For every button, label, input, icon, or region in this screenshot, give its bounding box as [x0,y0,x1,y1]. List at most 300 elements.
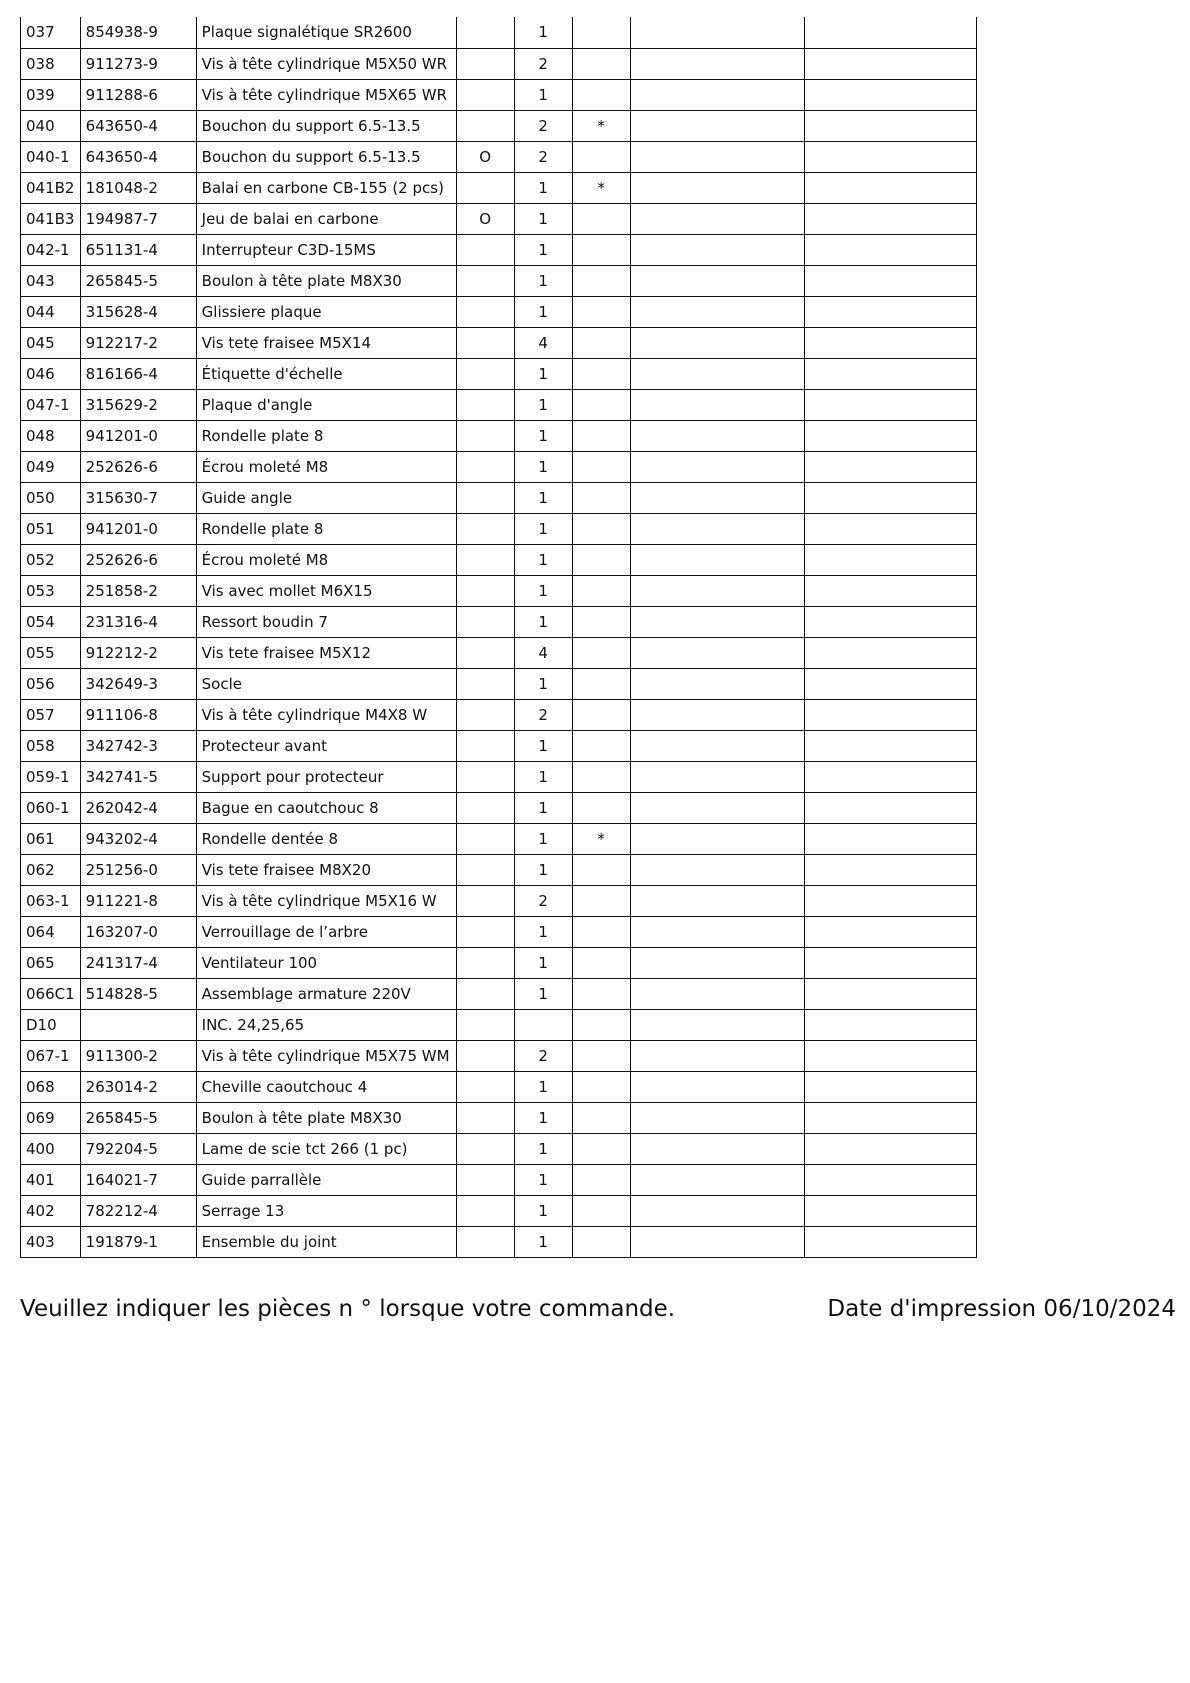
option-cell [456,420,514,451]
part-number-cell: 231316-4 [80,606,196,637]
note-cell [572,141,630,172]
description-cell: Vis à tête cylindrique M5X65 WR [196,79,456,110]
empty-cell [804,978,976,1009]
table-row [21,17,977,48]
table-row [21,792,977,823]
table-row [21,1164,977,1195]
parts-table [20,17,977,1258]
option-cell [456,389,514,420]
part-number-cell: 263014-2 [80,1071,196,1102]
description-cell: Boulon à tête plate M8X30 [196,1102,456,1133]
empty-cell [630,172,804,203]
empty-cell [804,1071,976,1102]
part-number-cell: 941201-0 [80,513,196,544]
empty-cell [630,575,804,606]
empty-cell [630,79,804,110]
empty-cell [804,79,976,110]
table-row [21,296,977,327]
note-cell [572,1040,630,1071]
empty-cell [804,792,976,823]
note-cell [572,544,630,575]
empty-cell [804,637,976,668]
empty-cell [804,296,976,327]
empty-cell [630,823,804,854]
note-cell [572,1071,630,1102]
quantity-cell: 2 [514,48,572,79]
description-cell: Vis tete fraisee M8X20 [196,854,456,885]
option-cell [456,1195,514,1226]
note-cell [572,17,630,48]
quantity-cell: 1 [514,172,572,203]
option-cell [456,327,514,358]
note-cell [572,451,630,482]
description-cell: Balai en carbone CB-155 (2 pcs) [196,172,456,203]
note-cell [572,1102,630,1133]
description-cell: Bouchon du support 6.5-13.5 [196,141,456,172]
item-number-cell: D10 [21,1009,81,1040]
option-cell [456,513,514,544]
quantity-cell: 1 [514,296,572,327]
item-number-cell: 041B3 [21,203,81,234]
note-cell [572,575,630,606]
quantity-cell: 1 [514,265,572,296]
part-number-cell: 251858-2 [80,575,196,606]
item-number-cell: 400 [21,1133,81,1164]
table-row [21,234,977,265]
note-cell [572,420,630,451]
option-cell [456,358,514,389]
item-number-cell: 067-1 [21,1040,81,1071]
part-number-cell: 164021-7 [80,1164,196,1195]
part-number-cell: 911273-9 [80,48,196,79]
description-cell: Vis à tête cylindrique M5X75 WM [196,1040,456,1071]
note-cell [572,947,630,978]
table-row [21,761,977,792]
table-row [21,327,977,358]
part-number-cell: 514828-5 [80,978,196,1009]
item-number-cell: 402 [21,1195,81,1226]
description-cell: Vis à tête cylindrique M5X16 W [196,885,456,916]
description-cell: Ensemble du joint [196,1226,456,1257]
option-cell [456,885,514,916]
table-row [21,823,977,854]
note-cell [572,606,630,637]
table-row [21,141,977,172]
empty-cell [630,48,804,79]
item-number-cell: 043 [21,265,81,296]
empty-cell [804,48,976,79]
empty-cell [630,234,804,265]
table-row [21,420,977,451]
quantity-cell: 1 [514,947,572,978]
note-cell [572,296,630,327]
description-cell: Écrou moleté M8 [196,451,456,482]
description-cell: Assemblage armature 220V [196,978,456,1009]
option-cell [456,48,514,79]
quantity-cell [514,1009,572,1040]
part-number-cell: 251256-0 [80,854,196,885]
table-row [21,947,977,978]
note-cell [572,1226,630,1257]
description-cell: Bague en caoutchouc 8 [196,792,456,823]
description-cell: Lame de scie tct 266 (1 pc) [196,1133,456,1164]
item-number-cell: 045 [21,327,81,358]
note-cell [572,1009,630,1040]
empty-cell [804,203,976,234]
part-number-cell: 911300-2 [80,1040,196,1071]
part-number-cell: 315628-4 [80,296,196,327]
item-number-cell: 065 [21,947,81,978]
quantity-cell: 2 [514,885,572,916]
option-cell [456,761,514,792]
note-cell [572,637,630,668]
empty-cell [804,854,976,885]
empty-cell [630,1133,804,1164]
item-number-cell: 060-1 [21,792,81,823]
quantity-cell: 2 [514,110,572,141]
description-cell: Jeu de balai en carbone [196,203,456,234]
part-number-cell: 163207-0 [80,916,196,947]
empty-cell [630,482,804,513]
description-cell: Écrou moleté M8 [196,544,456,575]
quantity-cell: 2 [514,141,572,172]
note-cell [572,1164,630,1195]
note-cell [572,699,630,730]
item-number-cell: 038 [21,48,81,79]
option-cell [456,792,514,823]
quantity-cell: 2 [514,1040,572,1071]
item-number-cell: 042-1 [21,234,81,265]
option-cell [456,668,514,699]
description-cell: INC. 24,25,65 [196,1009,456,1040]
description-cell: Interrupteur C3D-15MS [196,234,456,265]
table-row [21,48,977,79]
table-row [21,1071,977,1102]
empty-cell [630,110,804,141]
empty-cell [804,885,976,916]
item-number-cell: 052 [21,544,81,575]
empty-cell [630,513,804,544]
table-row [21,978,977,1009]
empty-cell [804,389,976,420]
description-cell: Verrouillage de l’arbre [196,916,456,947]
empty-cell [630,730,804,761]
option-cell [456,637,514,668]
description-cell: Vis à tête cylindrique M4X8 W [196,699,456,730]
option-cell [456,1040,514,1071]
quantity-cell: 1 [514,1195,572,1226]
empty-cell [804,420,976,451]
empty-cell [630,358,804,389]
empty-cell [804,544,976,575]
note-cell [572,885,630,916]
empty-cell [630,389,804,420]
empty-cell [630,637,804,668]
quantity-cell: 1 [514,79,572,110]
quantity-cell: 2 [514,699,572,730]
option-cell [456,482,514,513]
part-number-cell: 912212-2 [80,637,196,668]
quantity-cell: 1 [514,451,572,482]
part-number-cell: 342742-3 [80,730,196,761]
note-cell [572,48,630,79]
empty-cell [804,916,976,947]
option-cell [456,947,514,978]
quantity-cell: 1 [514,1226,572,1257]
table-row [21,575,977,606]
part-number-cell: 854938-9 [80,17,196,48]
item-number-cell: 061 [21,823,81,854]
note-cell [572,513,630,544]
empty-cell [630,885,804,916]
description-cell: Guide parrallèle [196,1164,456,1195]
table-row [21,1133,977,1164]
part-number-cell: 181048-2 [80,172,196,203]
empty-cell [804,575,976,606]
part-number-cell: 265845-5 [80,1102,196,1133]
part-number-cell: 262042-4 [80,792,196,823]
description-cell: Support pour protecteur [196,761,456,792]
empty-cell [804,1164,976,1195]
item-number-cell: 044 [21,296,81,327]
quantity-cell: 1 [514,17,572,48]
table-row [21,1040,977,1071]
item-number-cell: 058 [21,730,81,761]
note-cell [572,854,630,885]
option-cell [456,1133,514,1164]
option-cell [456,730,514,761]
note-cell [572,978,630,1009]
part-number-cell: 342741-5 [80,761,196,792]
empty-cell [630,451,804,482]
item-number-cell: 066C1 [21,978,81,1009]
quantity-cell: 1 [514,420,572,451]
table-row [21,79,977,110]
part-number-cell: 241317-4 [80,947,196,978]
table-row [21,730,977,761]
empty-cell [804,699,976,730]
description-cell: Ressort boudin 7 [196,606,456,637]
note-cell [572,1133,630,1164]
option-cell [456,1071,514,1102]
empty-cell [804,1133,976,1164]
part-number-cell: 252626-6 [80,451,196,482]
table-row [21,172,977,203]
quantity-cell: 4 [514,327,572,358]
table-row [21,916,977,947]
quantity-cell: 1 [514,544,572,575]
empty-cell [804,110,976,141]
empty-cell [804,1102,976,1133]
description-cell: Vis avec mollet M6X15 [196,575,456,606]
option-cell [456,296,514,327]
empty-cell [804,761,976,792]
table-row [21,203,977,234]
part-number-cell: 911221-8 [80,885,196,916]
table-row [21,1102,977,1133]
table-row [21,451,977,482]
description-cell: Serrage 13 [196,1195,456,1226]
option-cell [456,699,514,730]
option-cell: O [456,141,514,172]
table-row [21,854,977,885]
table-row [21,513,977,544]
item-number-cell: 041B2 [21,172,81,203]
option-cell [456,916,514,947]
print-date: Date d'impression 06/10/2024 [827,1296,1176,1322]
part-number-cell: 943202-4 [80,823,196,854]
empty-cell [630,699,804,730]
table-row [21,482,977,513]
empty-cell [804,1195,976,1226]
note-cell [572,234,630,265]
empty-cell [804,327,976,358]
option-cell: O [456,203,514,234]
item-number-cell: 064 [21,916,81,947]
empty-cell [630,1195,804,1226]
item-number-cell: 047-1 [21,389,81,420]
empty-cell [804,482,976,513]
quantity-cell: 1 [514,668,572,699]
item-number-cell: 056 [21,668,81,699]
part-number-cell: 792204-5 [80,1133,196,1164]
description-cell: Rondelle plate 8 [196,513,456,544]
empty-cell [804,606,976,637]
part-number-cell: 643650-4 [80,110,196,141]
part-number-cell: 816166-4 [80,358,196,389]
description-cell: Étiquette d'échelle [196,358,456,389]
empty-cell [630,792,804,823]
empty-cell [630,1226,804,1257]
part-number-cell: 782212-4 [80,1195,196,1226]
empty-cell [804,823,976,854]
option-cell [456,1009,514,1040]
table-row [21,110,977,141]
empty-cell [630,668,804,699]
note-cell: * [572,823,630,854]
option-cell [456,234,514,265]
description-cell: Bouchon du support 6.5-13.5 [196,110,456,141]
part-number-cell: 911288-6 [80,79,196,110]
empty-cell [630,916,804,947]
description-cell: Ventilateur 100 [196,947,456,978]
item-number-cell: 037 [21,17,81,48]
table-row [21,265,977,296]
empty-cell [630,1009,804,1040]
quantity-cell: 1 [514,1071,572,1102]
quantity-cell: 1 [514,761,572,792]
empty-cell [630,203,804,234]
empty-cell [804,947,976,978]
part-number-cell: 191879-1 [80,1226,196,1257]
empty-cell [804,141,976,172]
table-row [21,389,977,420]
empty-cell [804,17,976,48]
empty-cell [804,358,976,389]
note-cell [572,730,630,761]
quantity-cell: 1 [514,1133,572,1164]
item-number-cell: 062 [21,854,81,885]
quantity-cell: 1 [514,792,572,823]
empty-cell [804,1226,976,1257]
item-number-cell: 039 [21,79,81,110]
empty-cell [630,978,804,1009]
empty-cell [804,513,976,544]
part-number-cell [80,1009,196,1040]
empty-cell [630,17,804,48]
empty-cell [630,1071,804,1102]
table-row [21,637,977,668]
option-cell [456,451,514,482]
description-cell: Plaque d'angle [196,389,456,420]
part-number-cell: 643650-4 [80,141,196,172]
part-number-cell: 941201-0 [80,420,196,451]
empty-cell [630,544,804,575]
description-cell: Guide angle [196,482,456,513]
description-cell: Plaque signalétique SR2600 [196,17,456,48]
note-cell [572,265,630,296]
table-row [21,606,977,637]
description-cell: Glissiere plaque [196,296,456,327]
part-number-cell: 315629-2 [80,389,196,420]
note-cell [572,203,630,234]
item-number-cell: 046 [21,358,81,389]
item-number-cell: 049 [21,451,81,482]
note-cell: * [572,172,630,203]
table-row [21,544,977,575]
description-cell: Vis à tête cylindrique M5X50 WR [196,48,456,79]
empty-cell [804,730,976,761]
description-cell: Protecteur avant [196,730,456,761]
description-cell: Vis tete fraisee M5X14 [196,327,456,358]
option-cell [456,978,514,1009]
quantity-cell: 1 [514,234,572,265]
empty-cell [630,1102,804,1133]
part-number-cell: 651131-4 [80,234,196,265]
description-cell: Boulon à tête plate M8X30 [196,265,456,296]
empty-cell [630,296,804,327]
empty-cell [804,668,976,699]
empty-cell [630,854,804,885]
quantity-cell: 1 [514,482,572,513]
empty-cell [630,761,804,792]
part-number-cell: 252626-6 [80,544,196,575]
description-cell: Rondelle dentée 8 [196,823,456,854]
description-cell: Rondelle plate 8 [196,420,456,451]
option-cell [456,1102,514,1133]
item-number-cell: 057 [21,699,81,730]
empty-cell [804,234,976,265]
quantity-cell: 1 [514,358,572,389]
empty-cell [804,451,976,482]
part-number-cell: 342649-3 [80,668,196,699]
quantity-cell: 1 [514,1164,572,1195]
item-number-cell: 069 [21,1102,81,1133]
description-cell: Cheville caoutchouc 4 [196,1071,456,1102]
option-cell [456,823,514,854]
quantity-cell: 1 [514,730,572,761]
quantity-cell: 1 [514,1102,572,1133]
item-number-cell: 050 [21,482,81,513]
note-cell [572,668,630,699]
quantity-cell: 1 [514,575,572,606]
option-cell [456,110,514,141]
table-row [21,885,977,916]
option-cell [456,265,514,296]
empty-cell [630,947,804,978]
part-number-cell: 265845-5 [80,265,196,296]
note-cell [572,79,630,110]
